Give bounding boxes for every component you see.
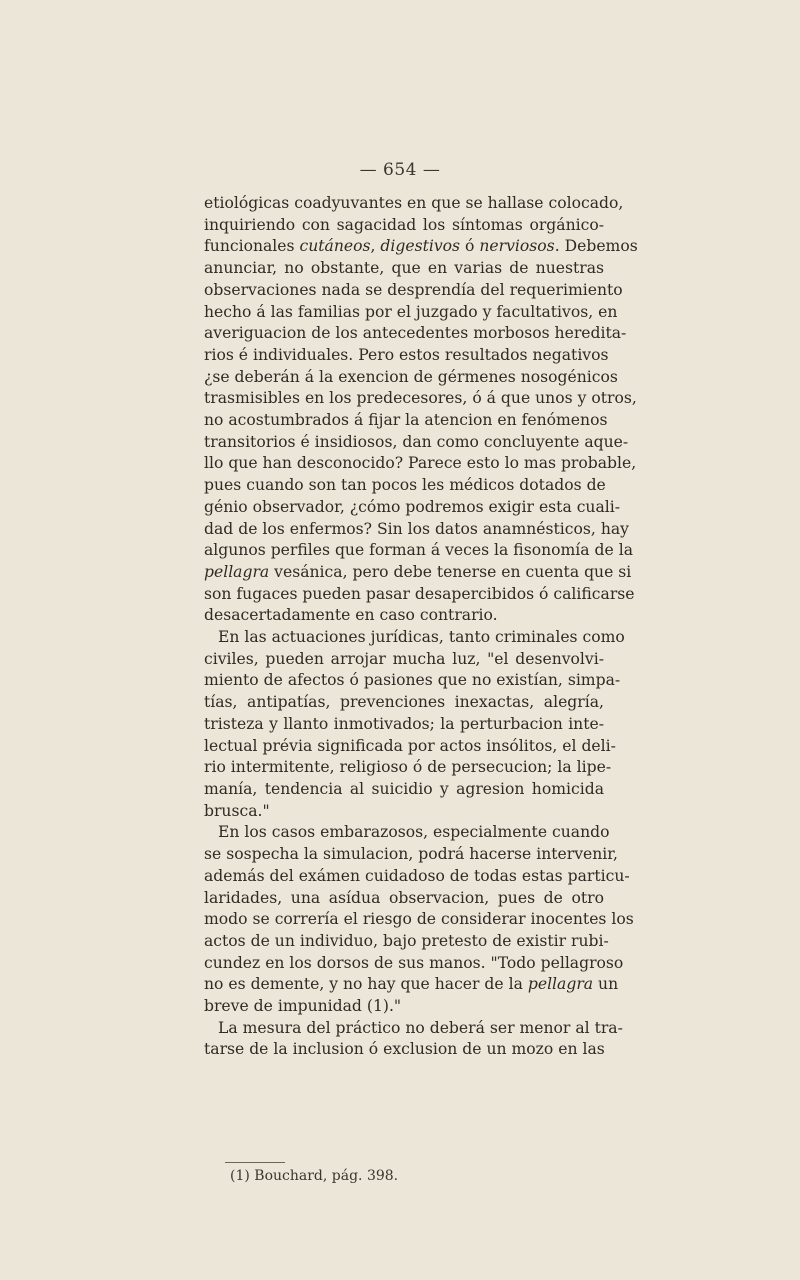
text-line: algunos perfiles que forman á veces la fisonomía de la [204, 541, 634, 560]
text-line: lectual prévia significada por actos insólitos, el deli- [204, 736, 616, 755]
text-line: además del exámen cuidadoso de todas estas particu- [204, 866, 630, 885]
text-line: son fugaces pueden pasar desapercibidos ó calificarse [204, 584, 635, 603]
text-line: ¿se deberán á la exencion de gérmenes nosogénicos [204, 367, 618, 386]
text-line: no es demente, y no hay que hacer de la pellagra un [204, 975, 619, 994]
text-line: transitorios é insidiosos, dan como concluyente aque- [204, 432, 629, 451]
text-line: cundez en los dorsos de sus manos. "Todo pellagroso [204, 953, 624, 972]
text-line: civiles, pueden arrojar mucha luz, "el desenvolvi- [204, 649, 604, 668]
text-line: génio observador, ¿cómo podremos exigir esta cuali- [204, 497, 621, 516]
text-line: funcionales cutáneos, digestivos ó nerviosos. Debemos [204, 237, 638, 256]
text-line: tarse de la inclusion ó exclusion de un mozo en las [204, 1040, 605, 1059]
text-line: trasmisibles en los predecesores, ó á que unos y otros, [204, 389, 637, 408]
text-line: rio intermitente, religioso ó de persecucion; la lipe- [204, 758, 612, 777]
text-line: pues cuando son tan pocos les médicos dotados de [204, 476, 606, 495]
text-line: tías, antipatías, prevenciones inexactas, alegría, [204, 693, 604, 712]
text-line: se sospecha la simulacion, podrá hacerse intervenir, [204, 845, 618, 864]
text-line: anunciar, no obstante, que en varias de nuestras [204, 259, 604, 278]
text-line: observaciones nada se desprendía del requerimiento [204, 280, 623, 299]
text-line: no acostumbrados á fijar la atencion en fenómenos [204, 411, 608, 430]
text-line: La mesura del práctico no deberá ser menor al tra- [218, 1018, 623, 1037]
text-line: En los casos embarazosos, especialmente cuando [218, 823, 610, 842]
text-line: hecho á las familias por el juzgado y facultativos, en [204, 302, 618, 321]
text-line: averiguacion de los antecedentes morbosos heredita- [204, 324, 627, 343]
page-number: — 654 — [359, 160, 441, 180]
text-line: manía, tendencia al suicidio y agresion homicida [204, 779, 604, 798]
footnote-rule [225, 1162, 285, 1163]
text-line: desacertadamente en caso contrario. [204, 606, 498, 625]
text-line: actos de un individuo, bajo pretesto de existir rubi- [204, 931, 609, 950]
text-line: breve de impunidad (1)." [204, 997, 402, 1016]
text-line: laridades, una asídua observacion, pues de otro [204, 888, 604, 907]
text-line: miento de afectos ó pasiones que no existían, simpa- [204, 671, 621, 690]
text-line: brusca." [204, 801, 270, 820]
text-line: modo se correría el riesgo de considerar inocentes los [204, 910, 634, 929]
footnote: (1) Bouchard, pág. 398. [230, 1168, 399, 1184]
text-line: etiológicas coadyuvantes en que se hallase colocado, [204, 194, 624, 212]
body-text [204, 193, 638, 1061]
text-line: En las actuaciones jurídicas, tanto criminales como [218, 628, 625, 647]
text-line: tristeza y llanto inmotivados; la perturbacion inte- [204, 714, 604, 733]
text-line: rios é individuales. Pero estos resultados negativos [204, 345, 609, 364]
text-line: dad de los enfermos? Sin los datos anamnésticos, hay [204, 519, 629, 538]
text-line: inquiriendo con sagacidad los síntomas orgánico- [204, 215, 604, 234]
text-line: llo que han desconocido? Parece esto lo mas probable, [204, 454, 637, 473]
text-line: pellagra vesánica, pero debe tenerse en cuenta que si [204, 562, 632, 581]
